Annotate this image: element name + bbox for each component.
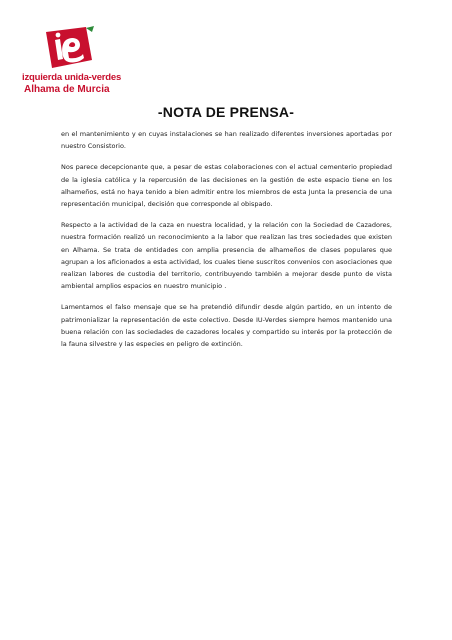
paragraph-2: Nos parece decepcionante que, a pesar de estas colaboraciones con el actual cementerio propiedad de la iglesia católica y la repercusión de las decisiones en la gestión de este espacio tiene en los alhameños, está no haya tenido a bien admitir entre los miembros de esta Junta la presencia de una representación municipal, decisión que corresponde al obispado. xyxy=(61,163,392,209)
logo-town-name: Alhama de Murcia xyxy=(24,84,110,95)
paragraph-1: en el mantenimiento y en cuyas instalaciones se han realizado diferentes inversiones aportadas por nuestro Consistorio. xyxy=(61,130,392,151)
document-title: -NOTA DE PRENSA- xyxy=(157,104,295,120)
logo-party-name: izquierda unida-verdes xyxy=(22,72,122,83)
document-body xyxy=(61,128,392,359)
iu-logo-icon xyxy=(42,26,96,70)
paragraph-3: Respecto a la actividad de la caza en nuestra localidad, y la relación con la Sociedad de Cazadores, nuestra formación realizó un reconocimiento a la labor que realizan las tres sociedades que existen en Alhama. Se trata de entidades con amplia presencia de alhameños de clases populares que agrupan a los aficionados a esta actividad, los cuales tiene suscritos convenios con asociaciones que realizan labores de custodia del territorio, contribuyendo también a mejorar desde punto de vista ambiental amplios espacios en nuestro municipio . xyxy=(61,221,392,291)
iu-verdes-logo xyxy=(22,26,122,98)
paragraph-4: Lamentamos el falso mensaje que se ha pretendió difundir desde algún partido, en un intento de patrimonializar la representación de este colectivo. Desde IU-Verdes siempre hemos mantenido una buena relación con las sociedades de cazadores locales y compartido su interés por la protección de la fauna silvestre y las especies en peligro de extinción. xyxy=(61,303,392,349)
